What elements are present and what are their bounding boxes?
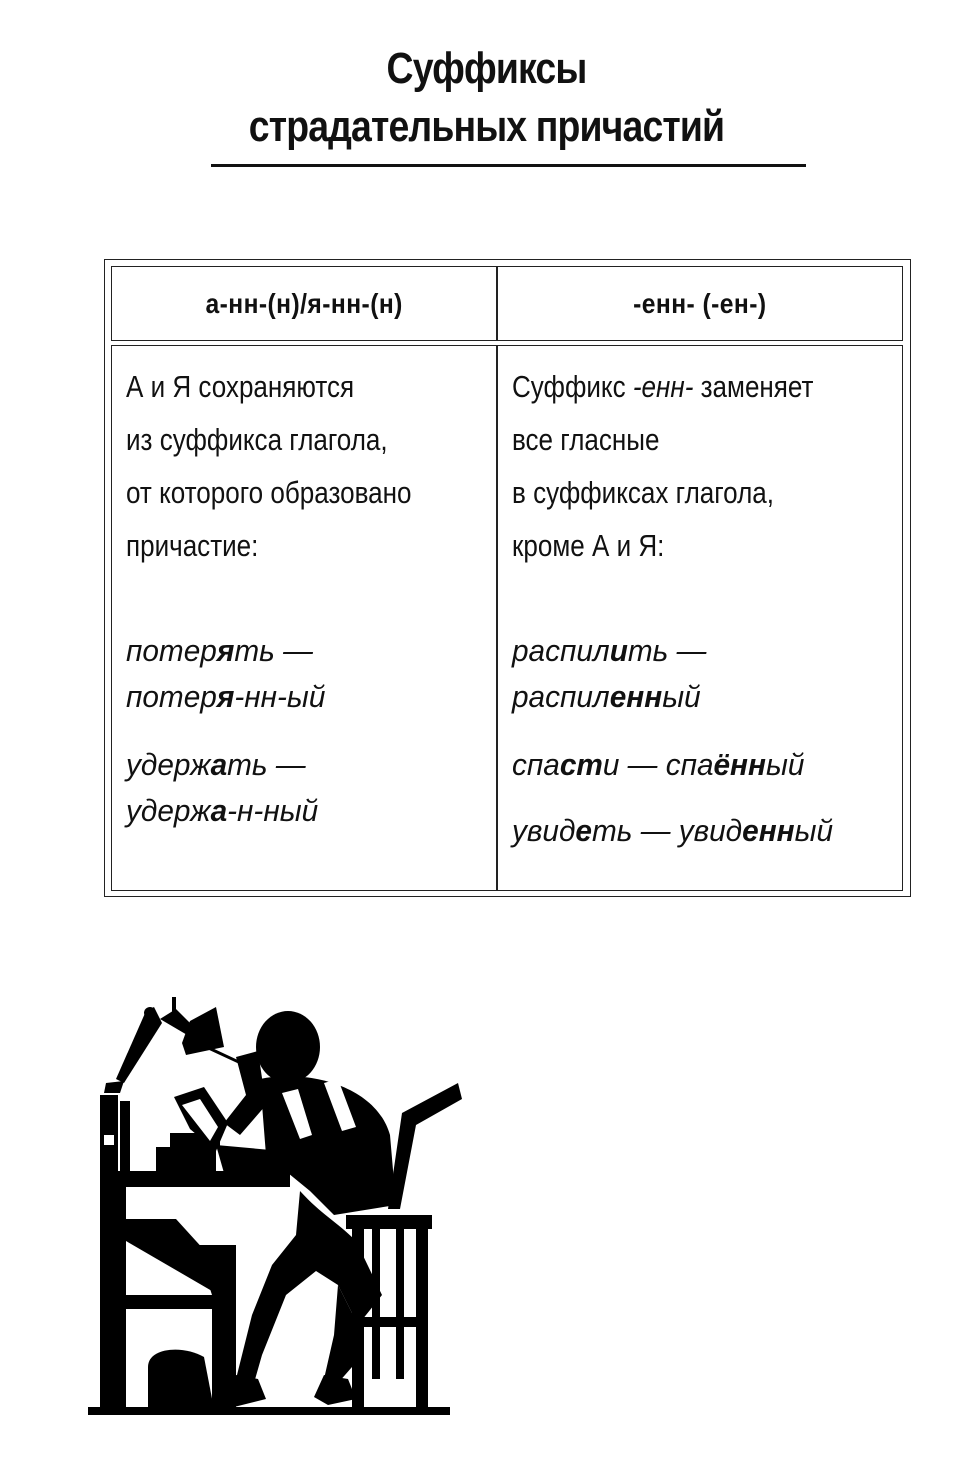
rule-line: от которого образовано: [126, 475, 412, 510]
suffix-highlight: -енн-: [632, 369, 694, 404]
rule-line: кроме А и Я:: [512, 528, 665, 563]
rule-line: из суффикса глагола,: [126, 422, 388, 457]
table-cell-left: [111, 345, 497, 891]
title-underline: [211, 164, 806, 167]
table-header-left: а-нн-(н)/я-нн-(н): [111, 266, 497, 341]
right-rule-text: [512, 360, 813, 572]
title-line-1: Суффиксы: [386, 44, 587, 93]
page-title: [0, 40, 973, 156]
title-line-2: страдательных причастий: [248, 102, 725, 151]
example-line: потерять —: [126, 633, 313, 668]
example-line: удержа-н-ный: [126, 793, 319, 828]
rule-line: Суффикс -енн- заменяет: [512, 369, 814, 404]
table-header-right: -енн- (-ен-): [497, 266, 903, 341]
table-cell-right: [497, 345, 903, 891]
example-line: распилить —: [512, 633, 707, 668]
rule-line: в суффиксах глагола,: [512, 475, 775, 510]
example-line: увидеть — увиденный: [512, 813, 834, 848]
left-rule-text: [126, 360, 411, 572]
rule-line: все гласные: [512, 422, 660, 457]
rule-line: причастие:: [126, 528, 259, 563]
example-line: распиленный: [512, 679, 701, 714]
student-at-desk-silhouette-icon: [86, 995, 466, 1420]
rule-line: А и Я сохраняются: [126, 369, 355, 404]
example-line: удержать —: [126, 747, 306, 782]
example-line: потеря-нн-ый: [126, 679, 326, 714]
example-line: спасти — спаённый: [512, 747, 805, 782]
suffix-table: [104, 259, 911, 897]
